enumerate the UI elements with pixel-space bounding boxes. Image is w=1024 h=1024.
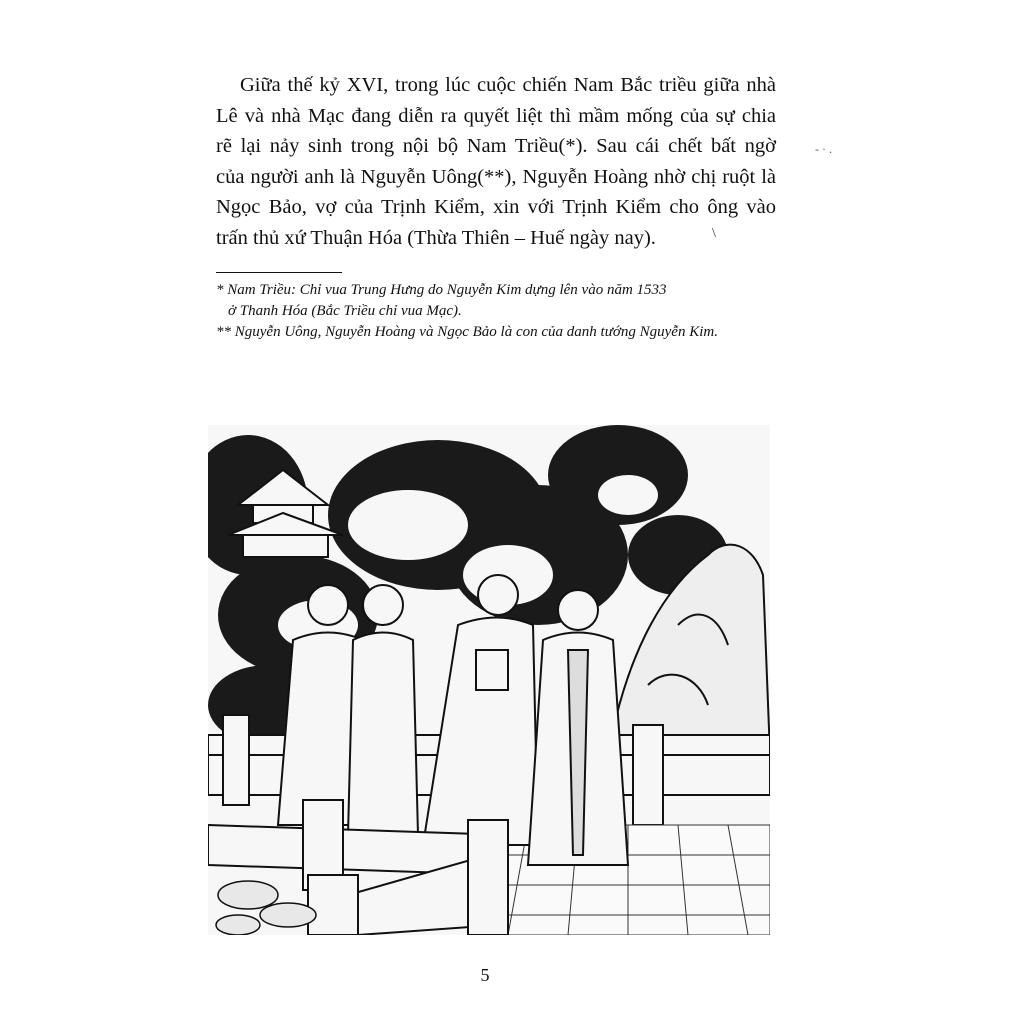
body-line: rẽ lại nảy sinh trong nội bộ Nam Triều(*). Sau cái chết bất ngờ (216, 135, 776, 157)
body-line: Giữa thế kỷ XVI, trong lúc cuộc chiến Nam Bắc triều giữa nhà (240, 74, 776, 96)
page-number: 5 (480, 965, 490, 985)
body-line: Lê và nhà Mạc đang diễn ra quyết liệt thì mầm mống của sự chia (216, 104, 776, 127)
body-line: của người anh là Nguyễn Uông(**), Nguyễn Hoàng nhờ chị ruột là (216, 165, 776, 188)
footnotes (216, 280, 796, 343)
illustration-drawing (208, 425, 770, 935)
footnote-1-line-1: * Nam Triều: Chỉ vua Trung Hưng do Nguyễn Kim dựng lên vào năm 1533 (216, 282, 667, 298)
illustration (208, 425, 770, 935)
footnote-rule (216, 272, 342, 273)
body-paragraph (216, 70, 776, 253)
stray-marks: ‐ · . (815, 142, 832, 156)
footnote-2: ** Nguyễn Uông, Nguyễn Hoàng và Ngọc Bảo là con của danh tướng Nguyễn Kim. (216, 324, 718, 340)
body-line: Ngọc Bảo, vợ của Trịnh Kiểm, xin với Trịnh Kiểm cho ông vào (216, 196, 776, 218)
body-line: trấn thủ xứ Thuận Hóa (Thừa Thiên – Huế ngày nay). (216, 226, 656, 249)
stray-tick: \ (712, 226, 716, 241)
footnote-1-line-2: ở Thanh Hóa (Bắc Triều chỉ vua Mạc). (228, 303, 462, 319)
